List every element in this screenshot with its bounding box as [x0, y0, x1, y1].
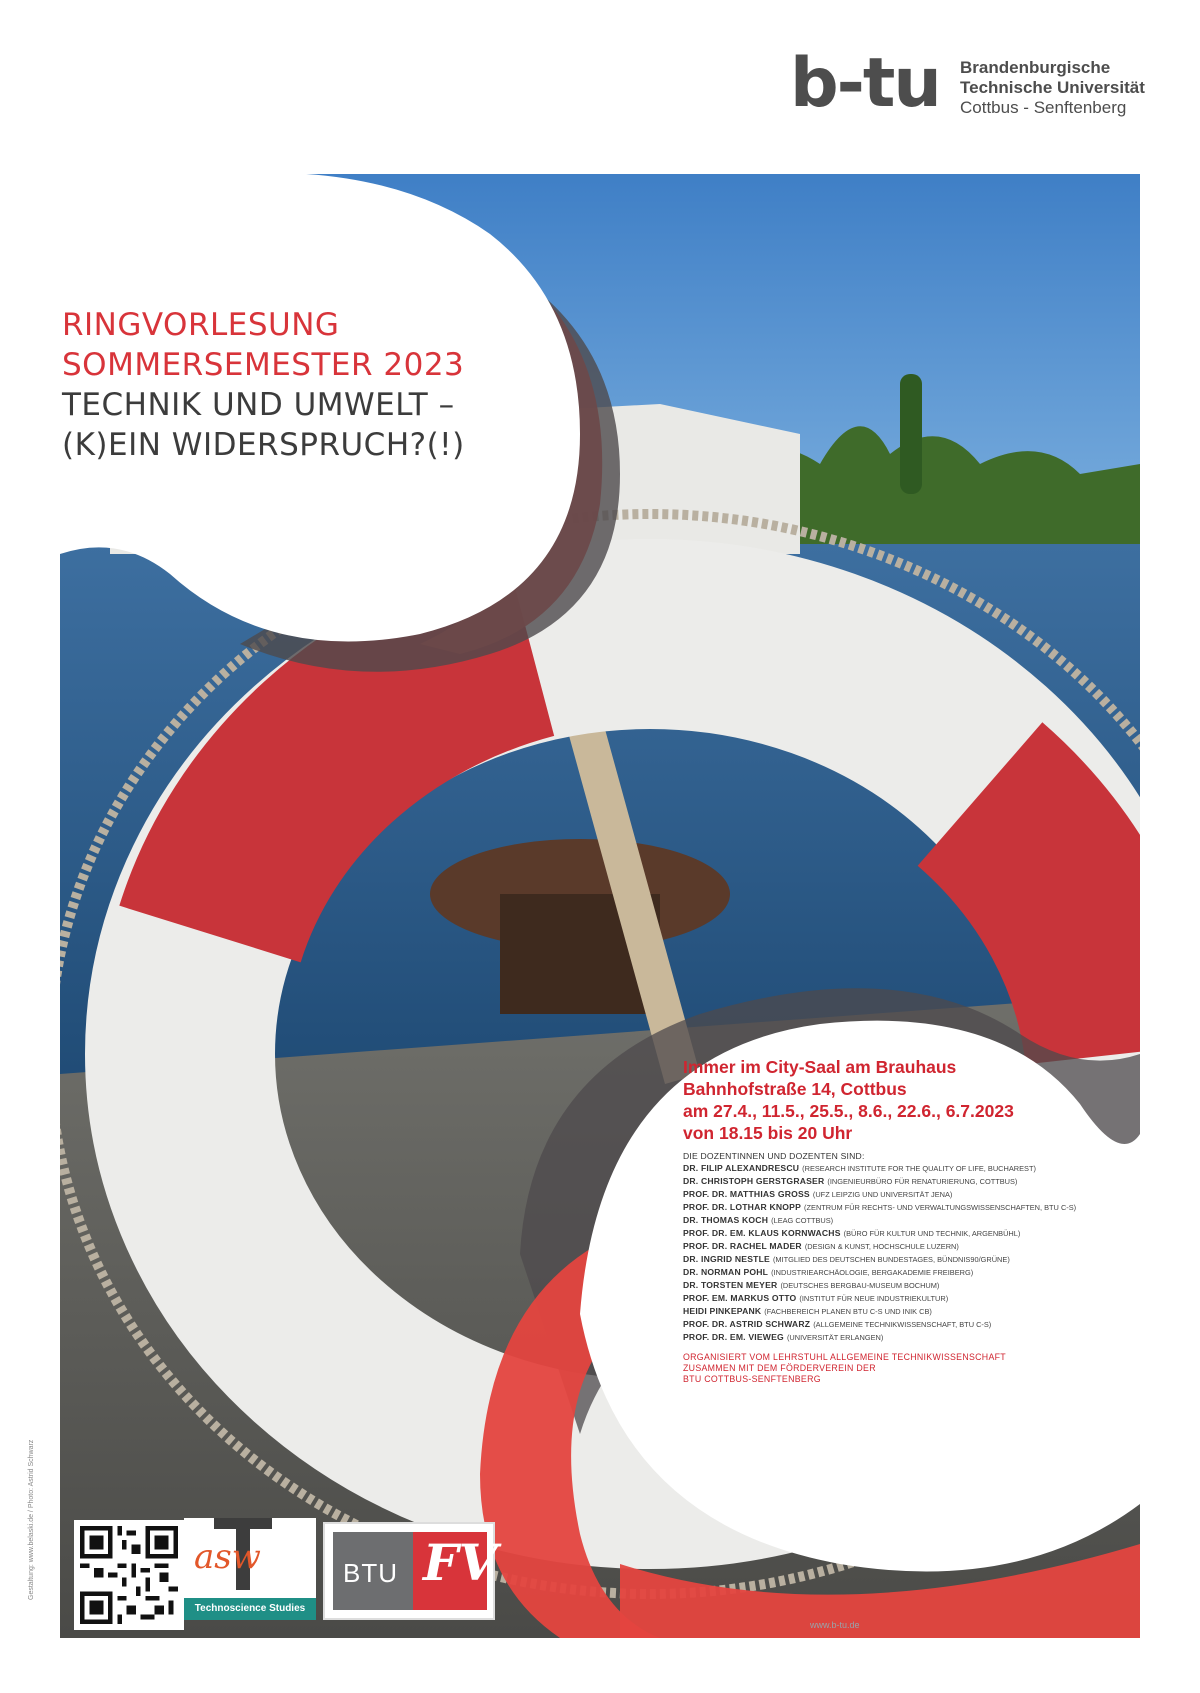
lecturer-affiliation: (ALLGEMEINE TECHNIKWISSENSCHAFT, BTU C-S)	[813, 1320, 992, 1329]
fv-block-text: FV	[423, 1533, 498, 1592]
asw-logo-text: asw	[194, 1537, 261, 1577]
photo-watermark: www.b-tu.de	[810, 1620, 860, 1630]
title-line-3: TECHNIK UND UMWELT –	[62, 387, 455, 423]
lecturer-name: DR. CHRISTOPH GERSTGRASER	[683, 1176, 825, 1186]
lecturer-affiliation: (RESEARCH INSTITUTE FOR THE QUALITY OF LIFE, BUCHAREST)	[802, 1164, 1036, 1173]
venue-dates: am 27.4., 11.5., 25.5., 8.6., 22.6., 6.7.2023	[683, 1101, 1014, 1121]
lecturer-item	[683, 1292, 1113, 1305]
lecturer-affiliation: (UNIVERSITÄT ERLANGEN)	[786, 1333, 884, 1342]
lecturer-affiliation: (INGENIEURBÜRO FÜR RENATURIERUNG, COTTBUS)	[827, 1177, 1018, 1186]
title-line-1: RINGVORLESUNG	[62, 307, 340, 343]
lecture-title	[62, 305, 582, 465]
lecturer-item	[683, 1253, 1113, 1266]
lecturer-affiliation: (INDUSTRIEARCHÄOLOGIE, BERGAKADEMIE FREIBERG)	[771, 1268, 974, 1277]
lecturer-affiliation: (UFZ LEIPZIG UND UNIVERSITÄT JENA)	[812, 1190, 953, 1199]
lecturer-name: DR. THOMAS KOCH	[683, 1215, 769, 1225]
lecturer-name: DR. INGRID NESTLE	[683, 1254, 770, 1264]
btu-block-text: BTU	[343, 1558, 398, 1588]
university-name	[960, 58, 1145, 118]
lecturer-name: PROF. DR. RACHEL MADER	[683, 1241, 802, 1251]
lecturer-affiliation: (BÜRO FÜR KULTUR UND TECHNIK, ARGENBÜHL)	[843, 1229, 1021, 1238]
lecturer-affiliation: (DESIGN & KUNST, HOCHSCHULE LUZERN)	[804, 1242, 959, 1251]
info-block	[683, 1056, 1113, 1385]
lecturer-item	[683, 1162, 1113, 1175]
btu-foerderverein-logo	[323, 1522, 498, 1620]
design-credit: Gestaltung: www.belaski.de / Photo: Astrid Schwarz	[28, 1439, 35, 1600]
lecturer-list	[683, 1162, 1113, 1344]
organizer-line-1: ORGANISIERT VOM LEHRSTUHL ALLGEMEINE TECHNIKWISSENSCHAFT	[683, 1352, 1006, 1362]
lecturer-name: PROF. DR. LOTHAR KNOPP	[683, 1202, 802, 1212]
university-line-2: Technische Universität	[960, 78, 1145, 97]
technoscience-label: Technoscience Studies	[184, 1598, 316, 1620]
lecturer-item	[683, 1266, 1113, 1279]
lecturer-item	[683, 1227, 1113, 1240]
lecturer-affiliation: (ZENTRUM FÜR RECHTS- UND VERWALTUNGSWISSENSCHAFTEN, BTU C-S)	[804, 1203, 1077, 1212]
btu-logo-text: b-tu	[790, 44, 940, 123]
lecturer-item	[683, 1305, 1113, 1318]
lecturers-intro: DIE DOZENTINNEN UND DOZENTEN SIND:	[683, 1151, 865, 1161]
lecturer-item	[683, 1214, 1113, 1227]
lecturer-affiliation: (LEAG COTTBUS)	[771, 1216, 834, 1225]
lecturer-name: PROF. DR. EM. KLAUS KORNWACHS	[683, 1228, 841, 1238]
lecturer-item	[683, 1318, 1113, 1331]
lecturer-item	[683, 1188, 1113, 1201]
venue-time: von 18.15 bis 20 Uhr	[683, 1123, 853, 1143]
venue-line-1: Immer im City-Saal am Brauhaus	[683, 1057, 957, 1077]
lecturer-affiliation: (MITGLIED DES DEUTSCHEN BUNDESTAGES, BÜNDNIS90/GRÜNE)	[772, 1255, 1010, 1264]
lecturer-name: DR. TORSTEN MEYER	[683, 1280, 778, 1290]
lecturer-name: PROF. DR. EM. VIEWEG	[683, 1332, 784, 1342]
lecturer-name: HEIDI PINKEPANK	[683, 1306, 762, 1316]
btu-block	[333, 1532, 413, 1610]
lecturer-affiliation: (DEUTSCHES BERGBAU-MUSEUM BOCHUM)	[780, 1281, 940, 1290]
lecturer-item	[683, 1279, 1113, 1292]
organizer-note	[683, 1352, 1113, 1385]
organizer-line-3: BTU COTTBUS-SENFTENBERG	[683, 1374, 821, 1384]
lecturer-item	[683, 1240, 1113, 1253]
lecturer-name: DR. NORMAN POHL	[683, 1267, 769, 1277]
lecturer-item	[683, 1175, 1113, 1188]
lecturer-name: PROF. EM. MARKUS OTTO	[683, 1293, 797, 1303]
university-line-1: Brandenburgische	[960, 58, 1111, 77]
lecturer-affiliation: (FACHBEREICH PLANEN BTU C-S UND INIK CB)	[764, 1307, 932, 1316]
lecturer-affiliation: (INSTITUT FÜR NEUE INDUSTRIEKULTUR)	[799, 1294, 949, 1303]
fv-block	[413, 1532, 498, 1610]
lecturer-item	[683, 1201, 1113, 1214]
lecturer-name: PROF. DR. MATTHIAS GROSS	[683, 1189, 810, 1199]
lecturer-name: DR. FILIP ALEXANDRESCU	[683, 1163, 800, 1173]
lecturer-item	[683, 1331, 1113, 1344]
lecturer-name: PROF. DR. ASTRID SCHWARZ	[683, 1319, 811, 1329]
title-line-2: SOMMERSEMESTER 2023	[62, 347, 465, 383]
qr-code[interactable]	[74, 1520, 184, 1630]
technoscience-studies-logo	[184, 1518, 316, 1620]
venue-line-2: Bahnhofstraße 14, Cottbus	[683, 1079, 907, 1099]
title-line-4: (K)EIN WIDERSPRUCH?(!)	[62, 427, 465, 463]
organizer-line-2: ZUSAMMEN MIT DEM FÖRDERVEREIN DER	[683, 1363, 876, 1373]
btu-logo-mark	[790, 44, 940, 123]
university-line-3: Cottbus - Senftenberg	[960, 98, 1127, 117]
